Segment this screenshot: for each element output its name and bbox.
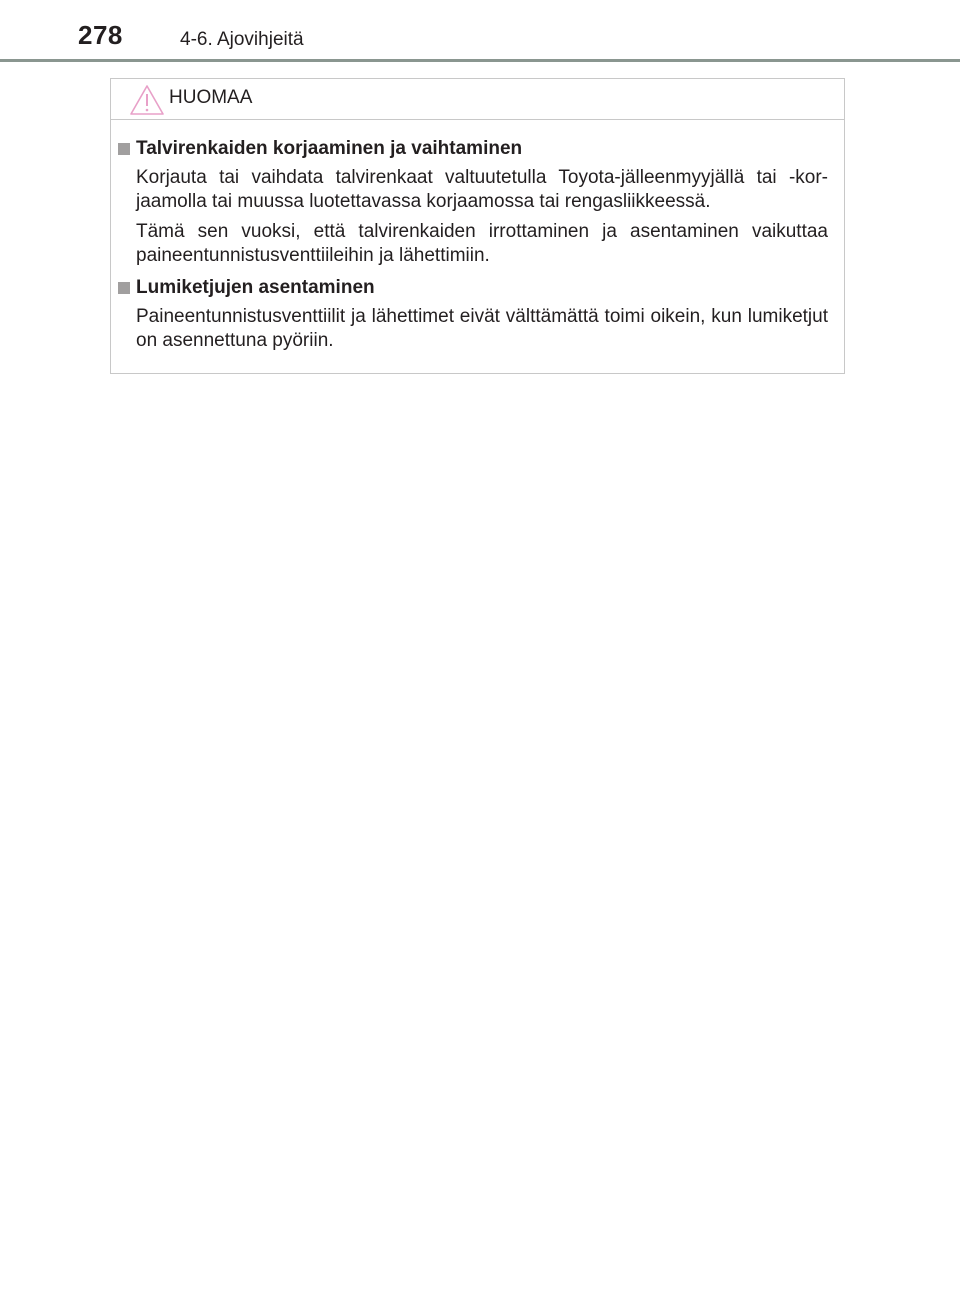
- section-heading-text: Lumiketjujen asentaminen: [136, 277, 375, 298]
- section-heading: [118, 136, 828, 162]
- section-title: 4-6. Ajovihjeitä: [180, 29, 304, 50]
- square-bullet-icon: [118, 143, 130, 155]
- page-number: 278: [78, 20, 123, 50]
- square-bullet-icon: [118, 282, 130, 294]
- paragraph: Korjauta tai vaihdata talvirenkaat valtuutetulla Toyota-jälleenmyyjällä tai -kor-jaamolla tai muussa luotettavassa korjaamossa tai rengasliikkeessä.: [136, 167, 828, 212]
- notice-header: [111, 79, 844, 120]
- warning-triangle-icon: [129, 84, 165, 116]
- notice-body: [111, 120, 844, 353]
- notice-title: HUOMAA: [169, 87, 253, 108]
- page-header: [0, 0, 960, 62]
- header-divider: [0, 59, 960, 62]
- paragraph: Paineentunnistusventtiilit ja lähettimet eivät välttämättä toimi oikein, kun lumiketjut on asennettuna pyöriin.: [136, 306, 828, 351]
- section-heading-text: Talvirenkaiden korjaaminen ja vaihtaminen: [136, 138, 523, 159]
- notice-box: [110, 78, 845, 374]
- notice-section-snow-chains: [118, 275, 828, 353]
- paragraph: Tämä sen vuoksi, että talvirenkaiden irrottaminen ja asentaminen vaikuttaa paineentunnistusventtiileihin ja lähettimiin.: [136, 221, 828, 266]
- notice-section-winter-tires: [118, 136, 828, 268]
- section-heading: [118, 275, 828, 301]
